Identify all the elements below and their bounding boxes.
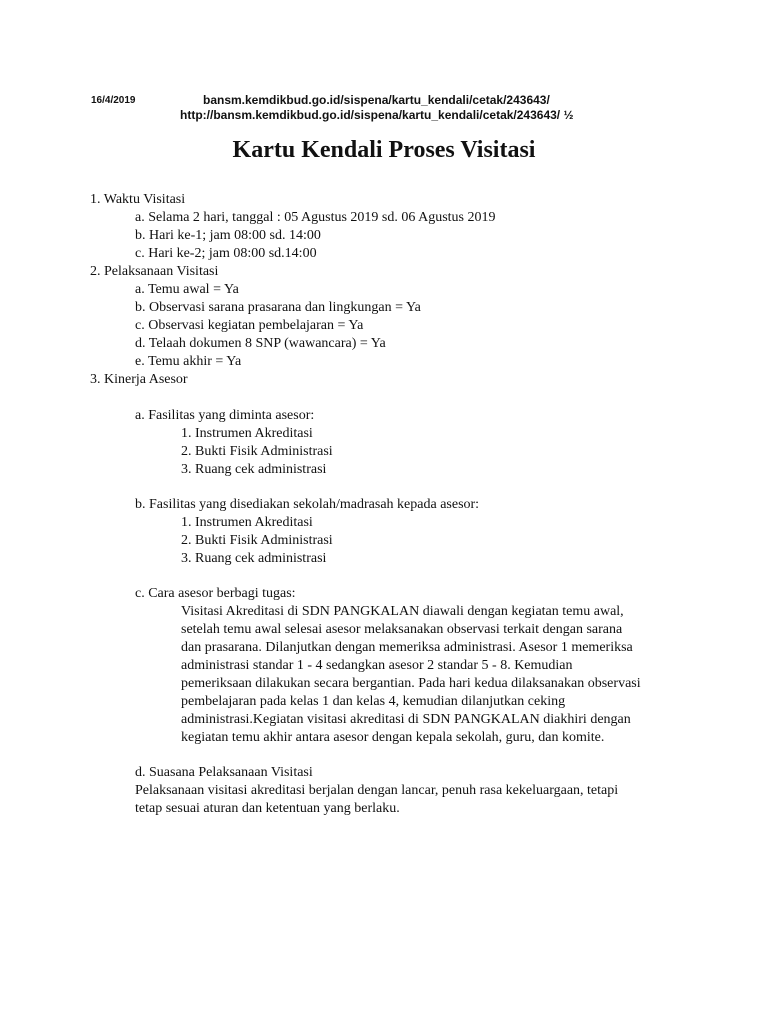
section-3c-line: pembelajaran pada kelas 1 dan kelas 4, kemudian dilanjutkan ceking	[181, 694, 566, 709]
section-3c-line: setelah temu awal selesai asesor melaksanakan observasi terkait dengan sarana	[181, 622, 623, 637]
section-1-item-c: c. Hari ke-2; jam 08:00 sd.14:00	[135, 246, 317, 261]
section-3b-item: 2. Bukti Fisik Administrasi	[181, 533, 333, 548]
section-3-heading: 3. Kinerja Asesor	[90, 372, 188, 387]
section-3b-item: 3. Ruang cek administrasi	[181, 551, 327, 566]
section-3c-line: dan prasarana. Dilanjutkan dengan memeriksa administrasi. Asesor 1 memeriksa	[181, 640, 633, 655]
section-1-item-a: a. Selama 2 hari, tanggal : 05 Agustus 2019 sd. 06 Agustus 2019	[135, 210, 496, 225]
section-1-heading: 1. Waktu Visitasi	[90, 192, 186, 207]
section-3a-label: a. Fasilitas yang diminta asesor:	[135, 408, 315, 423]
section-2-item-a: a. Temu awal = Ya	[135, 282, 239, 297]
section-3a-item: 3. Ruang cek administrasi	[181, 462, 327, 477]
section-3b-item: 1. Instrumen Akreditasi	[181, 515, 313, 530]
document-title: Kartu Kendali Proses Visitasi	[232, 137, 536, 163]
page-url: bansm.kemdikbud.go.id/sispena/kartu_kendali/cetak/243643/	[203, 93, 550, 107]
section-3d-label: d. Suasana Pelaksanaan Visitasi	[135, 765, 313, 780]
section-3c-line: kegiatan temu akhir antara asesor dengan kepala sekolah, guru, dan komite.	[181, 730, 605, 745]
section-2-item-d: d. Telaah dokumen 8 SNP (wawancara) = Ya	[135, 336, 386, 351]
section-2-item-c: c. Observasi kegiatan pembelajaran = Ya	[135, 318, 364, 333]
section-1-item-b: b. Hari ke-1; jam 08:00 sd. 14:00	[135, 228, 321, 243]
section-3b-label: b. Fasilitas yang disediakan sekolah/madrasah kepada asesor:	[135, 497, 480, 512]
section-3d-line: tetap sesuai aturan dan ketentuan yang berlaku.	[135, 801, 400, 816]
print-date: 16/4/2019	[91, 95, 136, 106]
section-2-item-e: e. Temu akhir = Ya	[135, 354, 242, 369]
section-3c-line: Visitasi Akreditasi di SDN PANGKALAN diawali dengan kegiatan temu awal,	[181, 604, 624, 619]
section-3c-line: administrasi standar 1 - 4 sedangkan asesor 2 standar 5 - 8. Kemudian	[181, 658, 573, 673]
section-2-heading: 2. Pelaksanaan Visitasi	[90, 264, 219, 279]
section-3a-item: 2. Bukti Fisik Administrasi	[181, 444, 333, 459]
section-3c-line: administrasi.Kegiatan visitasi akreditasi di SDN PANGKALAN diakhiri dengan	[181, 712, 631, 727]
section-3c-line: pemeriksaan dilakukan secara bergantian. Pada hari kedua dilaksanakan observasi	[181, 676, 641, 691]
full-page-url: http://bansm.kemdikbud.go.id/sispena/kartu_kendali/cetak/243643/ ½	[180, 108, 574, 122]
section-3d-line: Pelaksanaan visitasi akreditasi berjalan dengan lancar, penuh rasa kekeluargaan, tetapi	[135, 783, 619, 798]
section-3a-item: 1. Instrumen Akreditasi	[181, 426, 313, 441]
section-2-item-b: b. Observasi sarana prasarana dan lingkungan = Ya	[135, 300, 421, 315]
section-3c-label: c. Cara asesor berbagi tugas:	[135, 586, 296, 601]
